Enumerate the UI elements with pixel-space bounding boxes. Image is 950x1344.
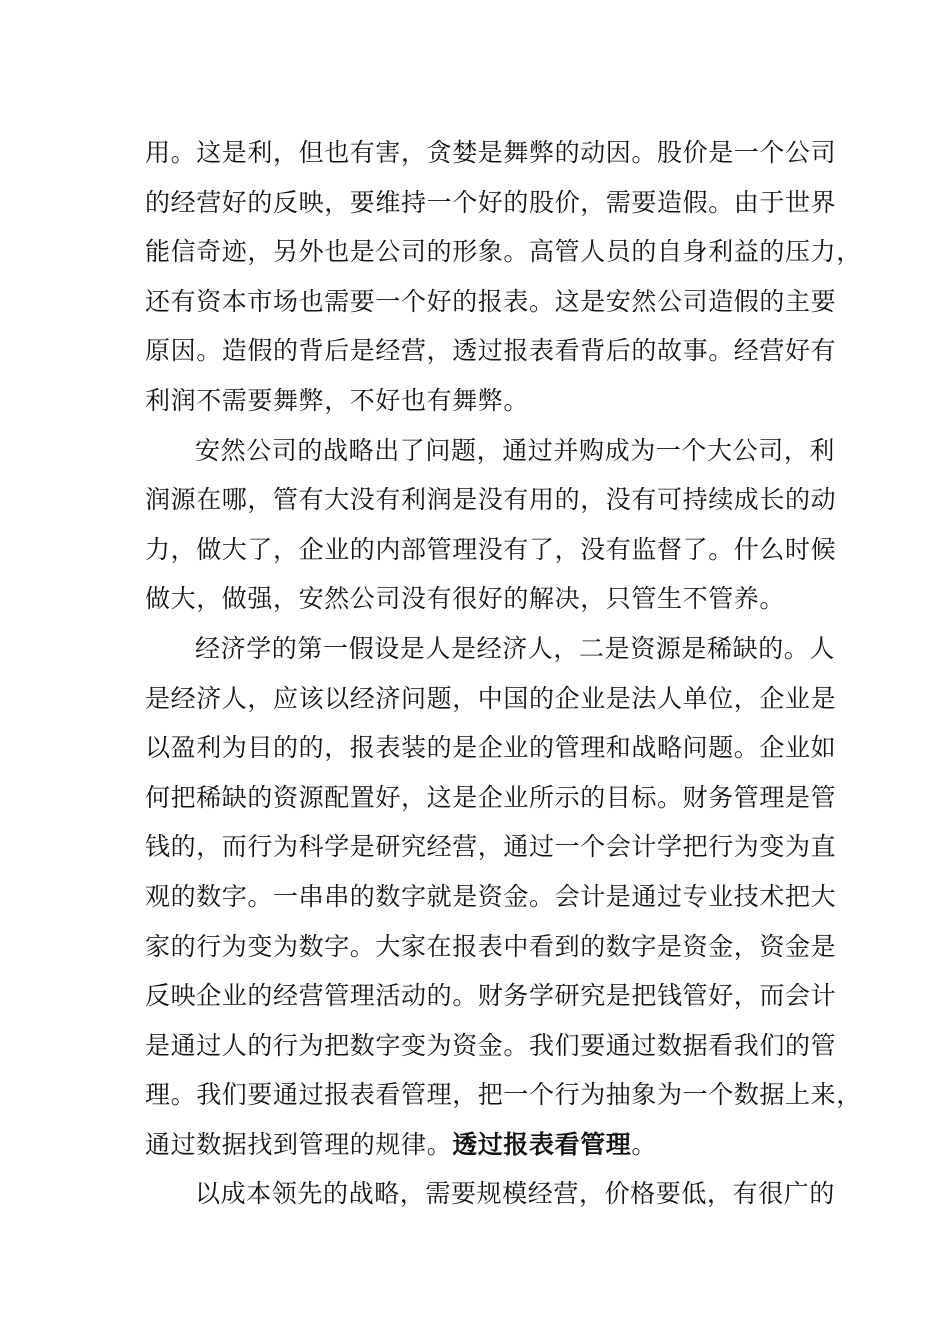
text-line: 是经济人，应该以经济问题，中国的企业是法人单位，企业是 (145, 683, 837, 713)
text-line: 还有资本市场也需要一个好的报表。这是安然公司造假的主要 (145, 286, 837, 316)
text-line: 何把稀缺的资源配置好，这是企业所示的目标。财务管理是管 (145, 782, 837, 812)
text-line: 润源在哪，管有大没有利润是没有用的，没有可持续成长的动 (145, 485, 837, 515)
text-line: 观的数字。一串串的数字就是资金。会计是通过专业技术把大 (145, 881, 837, 911)
text-line: 以盈利为目的的，报表装的是企业的管理和战略问题。企业如 (145, 733, 837, 763)
text-line: 利润不需要舞弊，不好也有舞弊。 (145, 385, 530, 415)
text-line: 家的行为变为数字。大家在报表中看到的数字是资金，资金是 (145, 931, 837, 961)
text-line: 能信奇迹，另外也是公司的形象。高管人员的自身利益的压力， (145, 237, 862, 267)
text-span: 通过数据找到管理的规律。 (145, 1129, 453, 1159)
text-line: 的经营好的反映，要维持一个好的股价，需要造假。由于世界 (145, 187, 837, 217)
text-line-mixed (145, 1120, 825, 1170)
paragraph-first-line: 经济学的第一假设是人是经济人，二是资源是稀缺的。人 (195, 633, 836, 663)
bold-emphasis: 透过报表看管理 (452, 1129, 632, 1159)
text-line: 原因。造假的背后是经营，透过报表看背后的故事。经营好有 (145, 336, 837, 366)
paragraph-first-line: 以成本领先的战略，需要规模经营，价格要低，有很广的 (195, 1179, 836, 1209)
paragraph-first-line: 安然公司的战略出了问题，通过并购成为一个大公司，利 (195, 435, 836, 465)
text-line: 做大，做强，安然公司没有很好的解决，只管生不管养。 (145, 584, 786, 614)
text-span: 。 (631, 1129, 658, 1159)
text-line: 钱的，而行为科学是研究经营，通过一个会计学把行为变为直 (145, 832, 837, 862)
text-line: 用。这是利，但也有害，贪婪是舞弊的动因。股价是一个公司 (145, 138, 837, 167)
text-line: 反映企业的经营管理活动的。财务学研究是把钱管好，而会计 (145, 981, 837, 1011)
text-line: 理。我们要通过报表看管理，把一个行为抽象为一个数据上来， (145, 1080, 862, 1110)
body-text (145, 128, 862, 1219)
text-line: 力，做大了，企业的内部管理没有了，没有监督了。什么时候 (145, 534, 837, 564)
text-line: 是通过人的行为把数字变为资金。我们要通过数据看我们的管 (145, 1030, 837, 1060)
